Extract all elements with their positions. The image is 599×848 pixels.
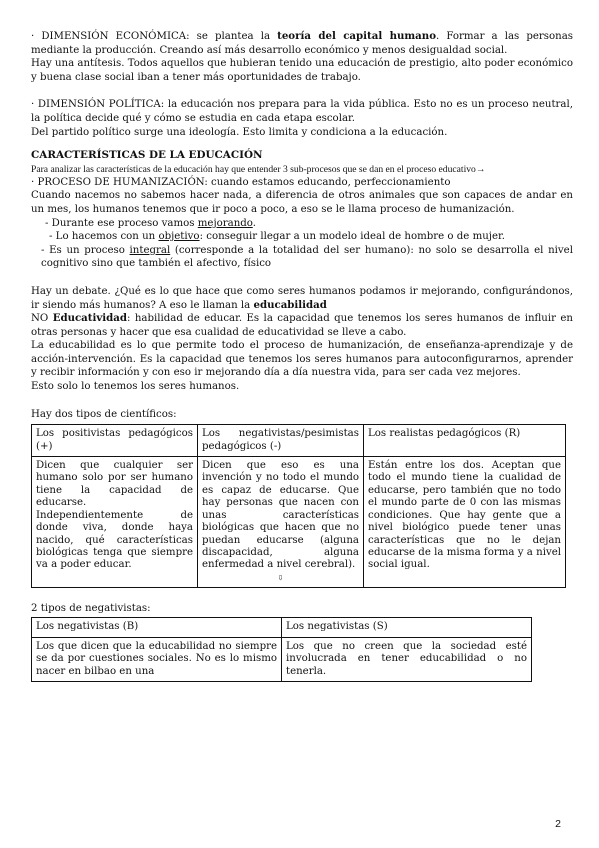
table-cell: Dicen que cualquier ser humano solo por ser humano tiene la capacidad de educarse. Independientemente de donde viva, donde haya nacido, qué características biológicas tenga que siempre va a poder educar. xyxy=(32,457,198,588)
section-heading: CARACTERÍSTICAS DE LA EDUCACIÓN xyxy=(31,149,263,162)
bold-term-educabilidad: educabilidad xyxy=(253,298,327,311)
table-cell: Están entre los dos. Aceptan que todo el mundo tiene la cualidad de educarse, pero también que no todo el mundo parte de 0 con las mismas condiciones. Que hay gente que a nivel biológico puede tener unas características que no le dejan educarse de la misma forma y a nivel social igual. xyxy=(364,457,566,588)
table-header-cell: Los positivistas pedagógicos (+) xyxy=(32,425,198,457)
paragraph-solo-humanos: Esto solo lo tenemos los seres humanos. xyxy=(31,381,240,393)
bold-term-educatividad: Educatividad xyxy=(52,312,127,325)
list-item: - Es un proceso integral (corresponde a la totalidad del ser humano): no solo se desarrolla el nivel cognitivo sino que también el afectivo, físico xyxy=(41,244,573,270)
bold-term-capital-humano: teoría del capital humano xyxy=(277,30,436,42)
list-item: - Lo hacemos con un objetivo: conseguir llegar a un modelo ideal de hombre o de mujer. xyxy=(49,231,505,243)
document-page xyxy=(31,30,573,682)
table-header-cell: Los realistas pedagógicos (R) xyxy=(364,425,566,457)
paragraph-antitesis: Hay una antítesis. Todos aquellos que hubieran tenido una educación de prestigio, alto poder económico y buena clase social iban a tener más oportunidades de trabajo. xyxy=(31,58,573,83)
table-cell: Los que no creen que la sociedad esté involucrada en tener educabilidad o no tenerla. xyxy=(282,637,532,681)
paragraph-mark-icon: ⇩ xyxy=(277,573,284,582)
table-header-row xyxy=(32,618,532,637)
table-cell: Los que dicen que la educabilidad no siempre se da por cuestiones sociales. No es lo mismo nacer en bilbao en una xyxy=(32,637,282,681)
paragraph-nacemos: Cuando nacemos no sabemos hacer nada, a diferencia de otros animales que son capaces de andar en un mes, los humanos tenemos que ir poco a poco, a eso se le llama proceso de humanización. xyxy=(31,190,573,215)
paragraph-intro: Para analizar las características de la educación hay que entender 3 sub-procesos que se dan en el proceso educativo→ xyxy=(31,163,486,175)
table-caption: 2 tipos de negativistas: xyxy=(31,602,151,614)
paragraph-proceso: · PROCESO DE HUMANIZACIÓN: cuando estamos educando, perfeccionamiento xyxy=(31,176,451,188)
paragraph-dimension-economica: · DIMENSIÓN ECONÓMICA: se plantea la teoría del capital humano. Formar a las personas mediante la producción. Creando así más desarrollo económico y menos desigualdad social. xyxy=(31,30,573,56)
table-header-cell: Los negativistas (S) xyxy=(282,618,532,637)
paragraph-dimension-politica: · DIMENSIÓN POLÍTICA: la educación nos prepara para la vida pública. Esto no es un proceso neutral, la política decide qué y cómo se estudia en cada etapa escolar. xyxy=(31,99,573,124)
table-header-cell: Los negativistas (B) xyxy=(32,618,282,637)
cientificos-table xyxy=(31,424,566,587)
paragraph-partido: Del partido político surge una ideología. Esto limita y condiciona a la educación. xyxy=(31,126,448,138)
table-row xyxy=(32,457,566,588)
paragraph-educatividad: NO Educatividad: habilidad de educar. Es la capacidad que tenemos los seres humanos de influir en otras personas y hacer que esa cualidad de educatividad se lleve a cabo. xyxy=(31,312,573,338)
negativistas-table xyxy=(31,617,532,682)
table-row xyxy=(32,637,532,681)
table-header-row xyxy=(32,425,566,457)
page-number: 2 xyxy=(555,818,561,830)
paragraph-educabilidad: La educabilidad es lo que permite todo el proceso de humanización, de enseñanza-aprendizaje y de acción-intervención. Es la capacidad que tenemos los seres humanos para autoconfigurarnos, aprender y recibir información y con eso ir mejorando día a día nuestra vida, para ser cada vez mejores. xyxy=(31,340,573,379)
table-header-cell: Los negativistas/pesimistas pedagógicos (-) xyxy=(198,425,364,457)
paragraph-debate: Hay un debate. ¿Qué es lo que hace que como seres humanos podamos ir mejorando, configurándonos, ir siendo más humanos? A eso le llaman la educabilidad xyxy=(31,285,573,311)
list-item: - Durante ese proceso vamos mejorando. xyxy=(45,217,256,229)
table-caption: Hay dos tipos de científicos: xyxy=(31,408,177,420)
table-cell: Dicen que eso es una invención y no todo el mundo es capaz de educarse. Que hay personas que nacen con unas características biológicas que hacen que no puedan educarse (alguna discapacidad, alguna enfermedad a nivel cerebral). ⇩ xyxy=(198,457,364,588)
